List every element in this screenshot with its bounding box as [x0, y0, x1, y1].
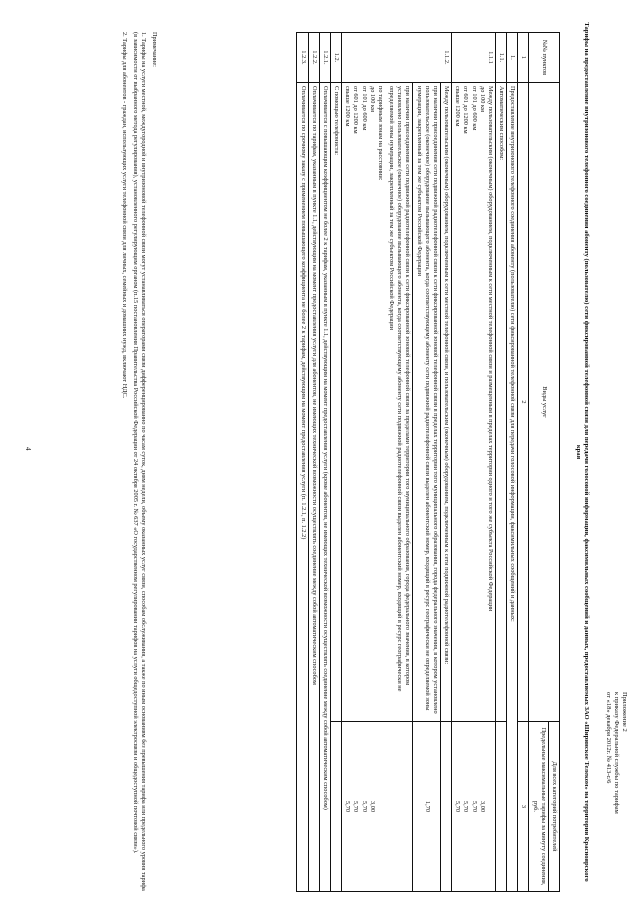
row-text: Оплачивается с повышающим коэффициентом не более 2 к тарифам, указанным в пункте 1.1, действующим на момент предоставления услуги (кроме абонентов, не имеющих технической возможности осуществлять соединение между собой автоматическим способом)	[319, 83, 330, 892]
row-num: 1.2.2.	[308, 33, 319, 83]
row-text: Предоставление внутризонового телефонного соединения абоненту (пользователю) сети фиксированной телефонной связи для передачи голосовой информации, факсимильных сообщений и данных:	[507, 83, 518, 892]
header-price-sub: Предельные максимальные тарифы за минуту соединения, руб.	[529, 722, 548, 892]
row-text: при наличии присоединения сети подвижной радиотелефонной связи к сети фиксированной зоновой телефонной связи в пределах территории того муниципального образования, города федерального значения, в котором установлено пользовательское (оконечное) оборудование вызывающего абонента, когда соответствующему абоненту сети подвижной радиотелефонной связи выделен абонентский номер, входящий в ресурс географически не определяемой зоны нумерации, закрепленный за тем же субъектом Российской Федерации	[413, 83, 441, 722]
distance-line: свыше 1200 км	[454, 86, 462, 127]
table-row	[308, 33, 319, 892]
table-row	[452, 33, 496, 892]
document-title: Тарифы на предоставление внутризонового телефонного соединения абоненту (пользователю) сети фиксированной телефонной связи для передачи голосовой информации, факсимильных сообщений и данных, предоставляемых ЗАО «Ширинское Телеком» на территории Красноярского края	[574, 22, 590, 882]
table-row	[507, 33, 518, 892]
table-header-row	[548, 33, 559, 892]
distance-line: до 100 км	[368, 86, 376, 112]
row-num: 1.2.	[330, 33, 341, 83]
tariff-value: 5,70	[462, 800, 470, 813]
distance-line: от 601 до 1200 км	[352, 86, 360, 134]
zones-label: по тарифным зонам на расстоянии:	[376, 86, 384, 181]
tariff-value: 3,00	[368, 800, 376, 813]
table-row	[440, 33, 451, 892]
tariff-value: 5,70	[470, 800, 478, 813]
table-row	[342, 33, 413, 892]
notes-label: Примечание:	[151, 32, 158, 67]
tariff-value: 5,70	[344, 800, 352, 813]
row-text: Оплачивается по тарифам, указанным в пункте 1.1, действующим на момент предоставления услуги для абонентов, не имеющих технической возможности осуществлять соединение между собой автоматическим способом	[308, 83, 319, 892]
table-col-index-row	[518, 33, 529, 892]
table-row	[319, 33, 330, 892]
table-row	[297, 33, 308, 892]
distance-line: до 100 км	[478, 86, 486, 112]
tariff-value: 3,00	[478, 800, 486, 813]
page-number: 4	[24, 447, 32, 451]
note-2: 2. Тарифы для абонентов - граждан, использующих услуги телефонной связи для личных, семейных и домашних нужд, включают НДС.	[121, 32, 129, 399]
tariff-value: 5,70	[360, 800, 368, 813]
row-num: 1.	[507, 33, 518, 83]
col-index-2: 2	[518, 83, 529, 722]
row-num: 1.1.2.	[342, 33, 452, 83]
approval-block	[604, 692, 628, 892]
header-num: №№ пунктов	[529, 33, 560, 83]
approval-line-3: от «18» декабря 2012г. № 413-с/6	[604, 692, 612, 784]
tariff-value: 5,70	[352, 800, 360, 813]
tariff-value: 1,70	[413, 722, 441, 892]
row-text: Между пользовательским (оконечным) оборудованием, подключенным к сети местной телефонной связи и размещенным в пределах территории одного и того же субъекта Российской Федерации	[486, 86, 494, 612]
approval-line-2: к приказу Федеральной службы по тарифам	[612, 692, 620, 814]
distance-line: от 101 до 600 км	[360, 86, 368, 131]
row-num: 1.1.1	[452, 33, 496, 83]
row-text: Автоматическим способом:	[495, 83, 506, 722]
notes-block	[118, 32, 158, 892]
distance-line: от 101 до 600 км	[470, 86, 478, 131]
distance-line: свыше 1200 км	[344, 86, 352, 127]
row-num: 1.1.	[495, 33, 506, 83]
rotated-document	[13, 12, 628, 892]
approval-line-1: Приложение 2	[621, 692, 628, 732]
row-text: при наличии присоединения сети подвижной радиотелефонной связи к сети фиксированной зоновой телефонной связи за пределами территории того муниципального образования, города федерального значения, в котором установлено пользовательское (оконечное) оборудование вызывающего абонента, когда соответствующему абоненту сети подвижной радиотелефонной связи выделен абонентский номер, входящий в ресурс географически не определяемой зоны нумерации, закрепленный за тем же субъектом Российской Федерации	[388, 86, 412, 692]
col-index-1: 1	[518, 33, 529, 83]
row-text: С помощью телефониста:	[330, 83, 341, 722]
table-row	[495, 33, 506, 892]
row-num: 1.2.1.	[319, 33, 330, 83]
header-service: Виды услуг	[529, 83, 560, 722]
distance-line: от 601 до 1200 км	[462, 86, 470, 134]
header-price-group: Для всех категорий потребителей	[548, 722, 559, 892]
row-num: 1.2.3.	[297, 33, 308, 83]
row-text: Между пользовательским (оконечным) оборудованием, подключенным к сети местной телефонной связи, и пользовательским (оконечным) оборудованием, подключенным к сети подвижной радиотелефонной связи:	[440, 83, 451, 722]
tariff-table	[296, 32, 560, 892]
note-1: 1. Тарифы на услуги местной, междугородной и внутризоновой телефонной связи могут устанавливаться операторами связи дифференцированно по часам суток, дням недели, объему оказанных услуг связи, способам обслуживания, а также по иным основаниям без превышения тарифа или предельного уровня тарифа (в зависимости от выбранного метода регулирования), установленного регулирующим органом (п.15 постановления Правительства Российской Федерации от 24 октября 2005 г. № 637 «О государственном регулировании тарифов на услуги общедоступной электросвязи и общедоступной почтовой связи»).	[132, 32, 148, 891]
table-row	[330, 33, 341, 892]
row-text: Оплачивается по срочному заказу с применением повышающего коэффициента не более 2 к тарифам, действующим на момент предоставления услуги (п. 1.2.1, п. 1.2.2)	[297, 83, 308, 892]
table-row	[413, 33, 441, 892]
col-index-3: 3	[518, 722, 529, 892]
tariff-value: 5,70	[454, 800, 462, 813]
